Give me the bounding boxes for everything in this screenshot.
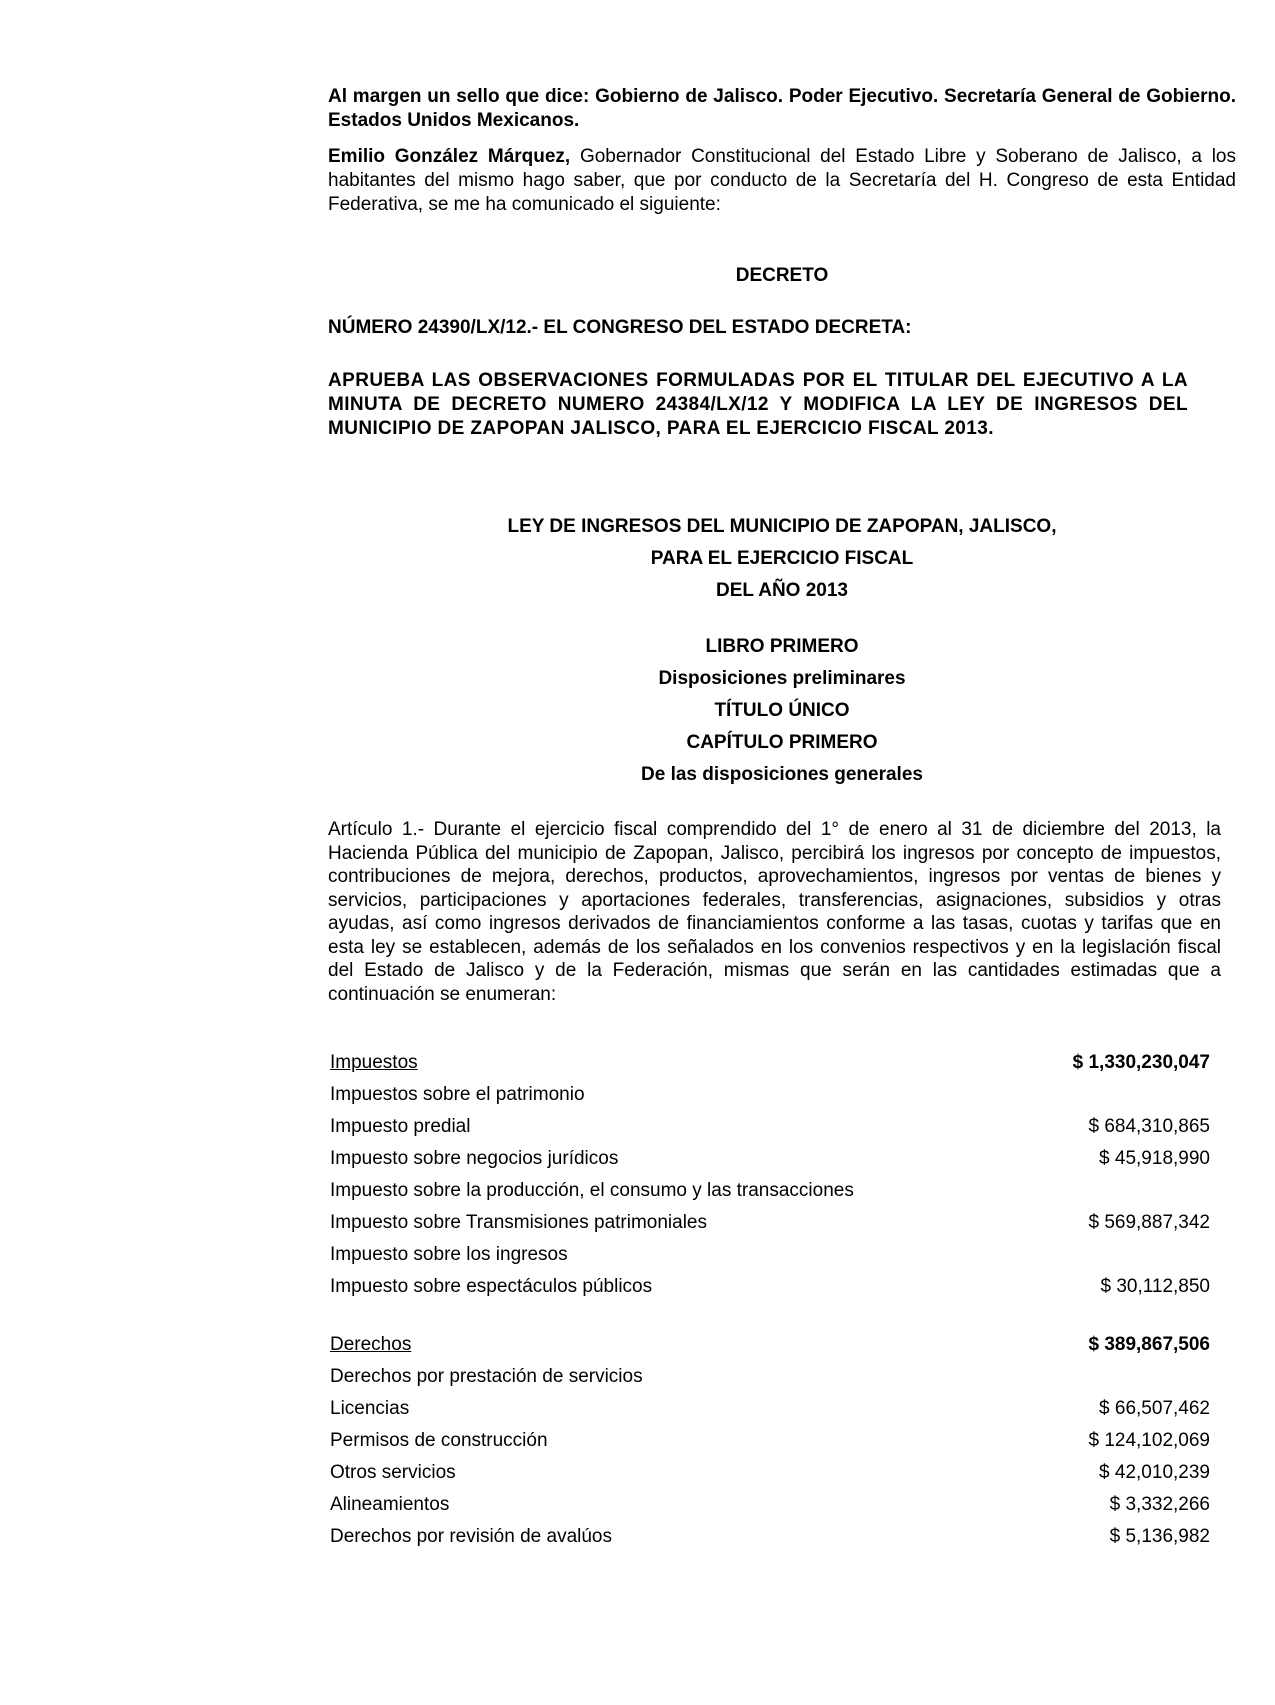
law-title-line-1: LEY DE INGRESOS DEL MUNICIPIO DE ZAPOPAN, JALISCO, — [507, 516, 1057, 537]
row-label: Impuestos — [330, 1052, 418, 1073]
table-row — [330, 1175, 1210, 1207]
law-title-line-2: PARA EL EJERCICIO FISCAL — [650, 548, 914, 569]
titulo-heading: TÍTULO ÚNICO — [714, 700, 850, 721]
table-row — [330, 1361, 1210, 1393]
decree-number: NÚMERO 24390/LX/12.- EL CONGRESO DEL ESTADO DECRETA: — [328, 317, 912, 338]
table-row — [330, 1143, 1210, 1175]
row-label: Impuesto sobre la producción, el consumo y las transacciones — [330, 1180, 854, 1201]
disposiciones-heading: Disposiciones preliminares — [658, 668, 906, 689]
row-label: Licencias — [330, 1398, 410, 1419]
intro-paragraph — [328, 145, 1236, 217]
row-amount: $ 3,332,266 — [1109, 1494, 1210, 1515]
capitulo-heading: CAPÍTULO PRIMERO — [686, 732, 878, 753]
row-label: Impuesto predial — [330, 1116, 471, 1137]
table-row — [330, 1425, 1210, 1457]
table-row — [330, 1457, 1210, 1489]
table-row — [330, 1489, 1210, 1521]
table-row — [330, 1047, 1210, 1079]
libro-heading: LIBRO PRIMERO — [705, 636, 859, 657]
table-row — [330, 1393, 1210, 1425]
generales-heading: De las disposiciones generales — [641, 764, 923, 785]
table-row — [330, 1111, 1210, 1143]
row-amount: $ 66,507,462 — [1099, 1398, 1210, 1419]
row-amount: $ 124,102,069 — [1088, 1430, 1210, 1451]
row-amount: $ 684,310,865 — [1088, 1116, 1210, 1137]
row-amount: $ 30,112,850 — [1100, 1276, 1210, 1297]
row-amount: $ 1,330,230,047 — [1072, 1052, 1210, 1073]
row-label: Derechos por revisión de avalúos — [330, 1526, 612, 1547]
table-row — [330, 1329, 1210, 1361]
row-label: Impuesto sobre espectáculos públicos — [330, 1276, 653, 1297]
row-amount: $ 569,887,342 — [1088, 1212, 1210, 1233]
table-row — [330, 1079, 1210, 1111]
row-label: Derechos — [330, 1334, 412, 1355]
decree-heading: DECRETO — [735, 265, 829, 286]
decree-title: APRUEBA LAS OBSERVACIONES FORMULADAS POR EL TITULAR DEL EJECUTIVO A LA MINUTA DE DECRETO NUMERO 24384/LX/12 Y MODIFICA LA LEY DE INGRESOS DEL MUNICIPIO DE ZAPOPAN JALISCO, PARA EL EJERCICIO FISCAL 2013. — [328, 370, 1188, 439]
row-amount: $ 5,136,982 — [1109, 1526, 1210, 1547]
row-label: Otros servicios — [330, 1462, 456, 1483]
table-row — [330, 1271, 1210, 1303]
table-row — [330, 1239, 1210, 1271]
table-row — [330, 1207, 1210, 1239]
governor-name: Emilio González Márquez, — [328, 146, 571, 167]
table-row — [330, 1521, 1210, 1553]
row-label: Alineamientos — [330, 1494, 450, 1515]
intro-text: Gobernador Constitucional del Estado Libre y Soberano de Jalisco, a los habitantes del mismo hago saber, que por conducto de la Secretaría del H. Congreso de esta Entidad Federativa, se me ha comunicado el siguiente: — [328, 146, 1236, 215]
article-1: Artículo 1.- Durante el ejercicio fiscal comprendido del 1° de enero al 31 de diciembre del 2013, la Hacienda Pública del municipio de Zapopan, Jalisco, percibirá los ingresos por concepto de impuestos, contribuciones de mejora, derechos, productos, aprovechamientos, ingresos por ventas de bienes y servicios, participaciones y aportaciones federales, transferencias, asignaciones, subsidios y otras ayudas, así como ingresos derivados de financiamientos conforme a las tasas, cuotas y tarifas que en esta ley se establecen, además de los señalados en los convenios respectivos y en la legislación fiscal del Estado de Jalisco y de la Federación, mismas que serán en las cantidades estimadas que a continuación se enumeran: — [328, 819, 1221, 1005]
row-label: Permisos de construcción — [330, 1430, 548, 1451]
row-label: Derechos por prestación de servicios — [330, 1366, 643, 1387]
row-amount: $ 42,010,239 — [1099, 1462, 1210, 1483]
row-amount: $ 389,867,506 — [1088, 1334, 1210, 1355]
row-label: Impuestos sobre el patrimonio — [330, 1084, 585, 1105]
row-label: Impuesto sobre Transmisiones patrimoniales — [330, 1212, 708, 1233]
law-title-line-3: DEL AÑO 2013 — [716, 580, 848, 601]
seal-note: Al margen un sello que dice: Gobierno de Jalisco. Poder Ejecutivo. Secretaría General de Gobierno. Estados Unidos Mexicanos. — [328, 86, 1236, 131]
row-label: Impuesto sobre negocios jurídicos — [330, 1148, 619, 1169]
row-label: Impuesto sobre los ingresos — [330, 1244, 568, 1265]
row-amount: $ 45,918,990 — [1099, 1148, 1210, 1169]
